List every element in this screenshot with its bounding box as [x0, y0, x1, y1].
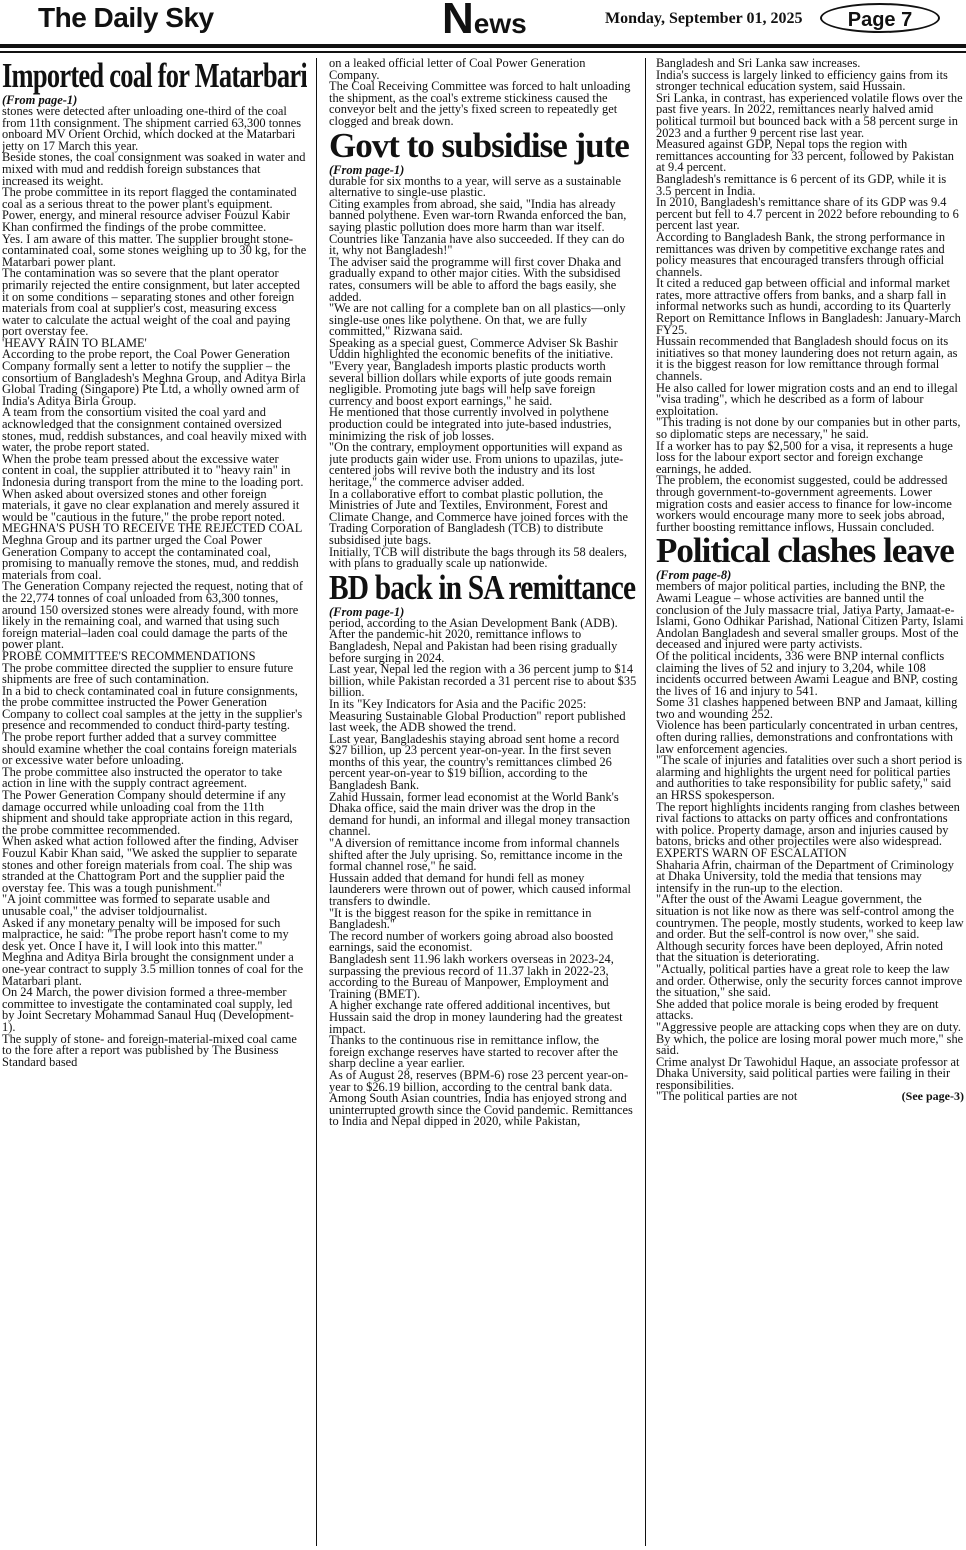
article-paragraph: 'HEAVY RAIN TO BLAME' — [2, 335, 147, 350]
section-name — [442, 0, 527, 44]
article-paragraph: He also called for lower migration costs and an end to illegal "visa trading", which he described as a form of labour exploitation. — [656, 380, 958, 418]
article-paragraph: Sri Lanka, in contrast, has experienced volatile flows over the past five years. In 2022, remittances nearly halved amid political turmoil but bounced back with a 58 percent surge in 2023 and a further 9 percent rise last year. — [656, 90, 963, 140]
article-paragraph: "Aggressive people are attacking cops when they are on duty. By which, the police are losing moral power much more," she said. — [656, 1019, 964, 1058]
article-paragraph: Bangladesh's remittance is 6 percent of its GDP, while it is 3.5 percent in India. — [656, 171, 947, 198]
continued-from-label: (From page-1) — [2, 93, 78, 107]
article-paragraph: Speaking as a special guest, Commerce Adviser Sk Bashir Uddin highlighted the economic benefits of the initiative. — [329, 335, 618, 362]
article-paragraph: Thanks to the continuous rise in remittance inflow, the foreign exchange reserves have started to recover after the sharp decline a year earlier. — [329, 1033, 618, 1071]
article-paragraph: Bangladesh sent 11.96 lakh workers overseas in 2023-24, surpassing the previous record of 11.37 lakh in 2022-23, according to the Bureau of Manpower, Employment and Training (BMET). — [329, 951, 614, 1001]
continued-from-label: (From page-1) — [329, 604, 405, 619]
column-2 — [329, 58, 637, 1548]
article-paragraph: The record number of workers going abroad also boosted earnings, said the economist. — [329, 928, 614, 955]
article-paragraph: Although security forces have been deployed, Afrin noted that the situation is deteriorating. — [656, 938, 943, 965]
article-paragraph: Last year, Bangladeshis staying abroad sent home a record $27 billion, up 23 percent year-on-year. In the first seven months of this year, the country's remittances climbed 26 percent year-on-year to $19 billion, according to the Bangladesh Bank. — [329, 731, 620, 793]
article-paragraph: If a worker has to pay $2,500 for a visa, it represents a huge loss for the labour export sector and foreign exchange earnings, he added. — [656, 438, 953, 476]
article-paragraph: PROBE COMMITTEE'S RECOMMENDATIONS — [2, 648, 256, 663]
article-paragraph: The Power Generation Company should determine if any damage occurred while unloading coal from the 11th shipment and should take appropriate action in this regard, the probe committee recommended. — [2, 788, 293, 837]
article-paragraph: Meghna Group and its partner urged the Coal Power Generation Company to accept the contaminated coal, promising to manually remove the stones, mud, and reddish materials from coal. — [2, 532, 299, 582]
article-paragraph: When asked what action followed after the finding, Adviser Fouzul Kabir Khan said, "We asked the supplier to separate stones and other foreign materials from coal. The ship was stranded at the Chattogram Port and the supplier paid the overstay fee. This was a tough punishment." — [2, 834, 299, 895]
article-paragraph: The adviser said the programme will first cover Dhaka and gradually expand to other major cities. With the subsidised rates, consumers will be able to afford the bags easily, she added. — [329, 254, 622, 304]
article-paragraph: A team from the consortium visited the coal yard and acknowledged that the consignment contained oversized stones, mud, reddish substances, and coal heavily mixed with water, the probe report stated. — [2, 405, 307, 455]
article-paragraph: MEGHNA'S PUSH TO RECEIVE THE REJECTED COAL — [2, 521, 303, 536]
article-paragraph: A higher exchange rate offered additional incentives, but Hussain said the drop in money laundering had the greatest impact. — [329, 998, 623, 1036]
article-paragraph: Asked if any monetary penalty will be imposed for such malpractice, he said: "The probe report hasn't come to my desk yet. Once I have it, I will look into this matter." — [2, 915, 289, 953]
article-paragraph: Initially, TCB will distribute the bags through its 58 dealers, with plans to gradually scale up nationwide. — [329, 544, 628, 571]
article-paragraph: On 24 March, the power division formed a three-member committee to investigate the contaminated coal supply, led by Joint Secretary Mohammad Sanaul Huq (Development-1). — [2, 985, 294, 1034]
article-paragraph: durable for six months to a year, will serve as a sustainable alternative to single-use plastic. — [329, 173, 621, 200]
paper-name: The Daily Sky — [38, 2, 214, 33]
article-headline: Govt to subsidise jute — [329, 125, 629, 165]
column-1 — [2, 58, 307, 1548]
article-paragraph: The problem, the economist suggested, could be addressed through government-to-government agreements. Lower migration costs and easier access to finance for low-income workers would encourage many more to seek jobs abroad, further boosting remittance inflows, Hussain concluded. — [656, 473, 952, 534]
article-paragraph: After the pandemic-hit 2020, remittance inflows to Bangladesh, Nepal and Pakistan had been rising gradually before surging in 2024. — [329, 627, 618, 665]
page-number-badge: Page 7 — [820, 3, 940, 33]
article-paragraph: The supply of stone- and foreign-material-mixed coal came to the fore after a report was published by The Business Standard based — [2, 1031, 297, 1069]
article-paragraph: "We are not calling for a complete ban on all plastics—only single-use ones like polythene. On that, we are fully committed," Rizwana said. — [329, 301, 626, 339]
article-paragraph: The probe report further added that a survey committee should examine whether the coal contains foreign materials or excessive water before unloading. — [2, 730, 297, 768]
article-paragraph: It cited a reduced gap between official and informal market rates, more attractive offers from banks, and a sharp fall in informal networks such as hundi, according to its Quarterly Report on Remittance Inflows in Bangladesh: January-March FY25. — [656, 276, 961, 337]
article-paragraph: The Generation Company rejected the request, noting that of the 22,774 tonnes of coal unloaded from 63,300 tonnes, around 150 oversized stones were already found, with more likely in the remaining coal, and warned that using such foreign material–laden coal could damage the parts of the power plant. — [2, 579, 304, 652]
publication-date: Monday, September 01, 2025 — [605, 10, 803, 27]
article-headline: BD back in SA remittance — [329, 567, 636, 607]
article-paragraph: Bangladesh and Sri Lanka saw increases. — [656, 58, 861, 70]
article-paragraph: Power, energy, and mineral resource adviser Fouzul Kabir Khan confirmed the findings of the probe committee. — [2, 208, 290, 234]
article-paragraph: The contamination was so severe that the plant operator primarily rejected the entire consignment, but later accepted it on some conditions – separating stones and other foreign materials from coal at supplier's cost, measuring excess water to calculate the actual weight of the coal and paying port overstay fee. — [2, 266, 300, 339]
article-paragraph: The probe committee also instructed the operator to take action in line with the supply contract agreement. — [2, 764, 283, 791]
article-paragraph: Last year, Nepal led the region with a 36 percent jump to $14 billion, while Pakistan recorded a 31 percent rise to about $35 billion. — [329, 662, 637, 700]
article-paragraph: "Actually, political parties have a great role to keep the law and order. Otherwise, only the security forces cannot improve the situation," she said. — [656, 961, 963, 1000]
article-paragraph: Citing examples from abroad, she said, "India has already banned polythene. Even war-torn Rwanda enforced the ban, saying plastic pollution does more harm than war itself. Countries like Tanzania have also succeeded. If they can do it, why not Bangladesh!" — [329, 196, 627, 258]
article-paragraph: Hussain recommended that Bangladesh should focus on its initiatives so that money laundering does not return again, as it is the biggest reason for low remittance through formal channels. — [656, 334, 958, 384]
article-paragraph: The Coal Receiving Committee was forced to halt unloading the shipment, as the coal's extreme stickiness caused the conveyor belt and the jetty's fixed screen to repeatedly get clogged and break down. — [329, 79, 631, 128]
article-paragraph: She added that police morale is being eroded by frequent attacks. — [656, 996, 939, 1023]
article-paragraph: Meghna and Aditya Birla brought the consignment under a one-year contract to supply 3.5 million tonnes of coal for the Matarbari plant. — [2, 950, 304, 988]
article-paragraph: "Every year, Bangladesh imports plastic products worth several billion dollars while exports of jute goods remain negligible. Promoting jute bags will help save foreign currency and boost export earnings," he said. — [329, 359, 612, 408]
article-paragraph: "It is the biggest reason for the spike in remittance in Bangladesh." — [329, 905, 592, 932]
article-paragraph: EXPERTS WARN OF ESCALATION — [656, 846, 847, 860]
article-paragraph: Violence has been particularly concentrated in urban centres, often during rallies, demonstrations and confrontations with law enforcement agencies. — [656, 718, 958, 756]
article-paragraph: members of major political parties, including the BNP, the Awami League – whose activities are banned until the conclusion of the July massacre trial, Jatiya Party, Jamaat-e-Islami, Gono Odhikar Parishad, National Citizen Party, Islami Andolan Bangladesh and several smaller groups. Most of the deceased and injured were party activists. — [656, 579, 964, 652]
article-headline: Imported coal for Matarbari — [2, 58, 307, 95]
article-headline: Political clashes leave — [656, 531, 954, 571]
article-paragraph: Yes. I am aware of this matter. The supplier brought stone-contaminated coal, some stones weighing up to 30 kg, for the Matarbari power plant. — [2, 231, 307, 269]
article-paragraph: Crime analyst Dr Tawohidul Haque, an associate professor at Dhaka University, said political parties were failing in their responsibilities. — [656, 1054, 960, 1092]
section-rest: ews — [473, 8, 527, 39]
article-paragraph: Shaharia Afrin, chairman of the Department of Criminology at Dhaka University, told the media that tensions may intensify in the run-up to the election. — [656, 857, 954, 895]
article-paragraph: As of August 28, reserves (BPM-6) rose 23 percent year-on-year to $26.19 billion, according to the central bank data. — [329, 1067, 629, 1094]
article-paragraph: When the probe team pressed about the excessive water content in coal, the supplier attributed it to "heavy rain" in Indonesia during transport from the mine to the loading port. — [2, 451, 304, 489]
article-paragraph: In a collaborative effort to combat plastic pollution, the Ministries of Jute and Textiles, Environment, Forest and Climate Change, and Commerce have joined forces with the Trading Corporation of Bangladesh (TCB) to distribute subsidised jute bags. — [329, 486, 629, 547]
article-paragraph: The probe committee in its report flagged the contaminated coal as a serious threat to the power plant's equipment. — [2, 185, 297, 211]
article-paragraph: When asked about oversized stones and other foreign materials, it gave no clear explanation and merely assured it would be "cautious in the future," the probe report noted. — [2, 486, 300, 524]
continued-from-label: (From page-8) — [656, 568, 732, 583]
article-paragraph: "This trading is not done by our companies but in other parts, so diplomatic steps are necessary," he said. — [656, 415, 961, 441]
article-paragraph: "The scale of injuries and fatalities over such a short period is alarming and highlights the urgent need for political parties and authorities to take responsibility for public safety," said an HRSS spokesperson. — [656, 753, 963, 803]
article-paragraph: The report highlights incidents ranging from clashes between rival factions to attacks on party offices and confrontations with police. Property damage, arson and injuries caused by batons, bricks and other projectiles were also widespread. — [656, 799, 960, 849]
article-paragraph: India's success is largely linked to efficiency gains from its stronger technical education system, said Hussain. — [656, 67, 948, 94]
article-paragraph: He mentioned that those currently involved in polythene production could be integrated into jute-based industries, minimizing the risk of job losses. — [329, 405, 612, 443]
see-page-jump: (See page-3) — [901, 1089, 964, 1104]
article-paragraph: Some 31 clashes happened between BNP and Jamaat, killing two and wounding 252. — [656, 695, 958, 721]
section-initial: N — [442, 0, 474, 43]
article-paragraph: Measured against GDP, Nepal tops the region with remittances accounting for 33 percent, followed by Pakistan at 9.4 percent. — [656, 137, 954, 175]
article-paragraph: Beside stones, the coal consignment was soaked in water and mixed with mud and reddish foreign substances that increased its weight. — [2, 150, 306, 188]
article-paragraph: Of the political incidents, 336 were BNP internal conflicts claiming the lives of 52 and injury to 3,204, while 108 incidents occurred between Awami League and BNP, costing the lives of 16 and injury to 541. — [656, 648, 958, 698]
article-paragraph: "After the oust of the Awami League government, the situation is not like now as there was self-control among the countrymen. The people, mostly students, worked to keep law and order. But the self-control is now over," she said. — [656, 892, 964, 942]
masthead-rule-thick — [0, 44, 966, 48]
article-paragraph: "The political parties are not — [656, 1089, 798, 1104]
article-paragraph: The probe committee directed the supplier to ensure future shipments are free of such contamination. — [2, 660, 294, 687]
article-paragraph: on a leaked official letter of Coal Power Generation Company. — [329, 58, 586, 82]
column-divider — [316, 58, 317, 1546]
continued-from-label: (From page-1) — [329, 162, 405, 177]
article-paragraph: According to Bangladesh Bank, the strong performance in remittances was driven by competitive exchange rates and policy measures that encouraged transfers through official channels. — [656, 229, 946, 279]
column-divider — [645, 58, 646, 1546]
article-paragraph: In its "Key Indicators for Asia and the Pacific 2025: Measuring Sustainable Global Production" report published last week, the ADB showed the trend. — [329, 696, 626, 735]
article-paragraph: According to the probe report, the Coal Power Generation Company formally sent a letter to notify the supplier – the consortium of Bangladesh's Meghna Group, and Aditya Birla Global Trading (Singapore) Pte Ltd, a wholly owned arm of India's Aditya Birla Group. — [2, 347, 306, 408]
article-paragraph: In a bid to check contaminated coal in future consignments, the probe committee instructed the Power Generation Company to collect coal samples at the jetty in the supplier's presence and recommended to conduct third-party testing. — [2, 683, 303, 733]
masthead-rule-thin — [0, 51, 966, 53]
article-paragraph: "A joint committee was formed to separate usable and unusable coal," the adviser toldjournalist. — [2, 892, 270, 918]
article-paragraph: Zahid Hussain, former lead economist at the World Bank's Dhaka office, said the main driver was the drop in the demand for hundi, an informal and illegal money transaction channel. — [329, 789, 631, 839]
masthead — [0, 0, 966, 44]
article-paragraph: Among South Asian countries, India has enjoyed strong and uninterrupted growth since the Covid pandemic. Remittances to India and Nepal dipped in 2020, while Pakistan, — [329, 1091, 633, 1129]
article-paragraph: "On the contrary, employment opportunities will expand as jute products gain wider use. From unions to upazilas, jute-centered jobs will revive both the industry and its lost heritage," the commerce adviser added. — [329, 440, 624, 489]
article-paragraph: "A diversion of remittance income from informal channels shifted after the July uprising. So, remittance income in the formal channel rose," he said. — [329, 836, 623, 874]
column-3 — [656, 58, 964, 1548]
article-paragraph: period, according to the Asian Development Bank (ADB). — [329, 615, 618, 630]
article-paragraph: Hussain added that demand for hundi fell as money launderers were thrown out of power, which caused informal transfers to dwindle. — [329, 870, 631, 908]
article-paragraph: In 2010, Bangladesh's remittance share of its GDP was 9.4 percent but fell to 4.7 percent in 2022 before rebounding to 6 percent last year. — [656, 195, 959, 233]
article-paragraph: stones were detected after unloading one-third of the coal from 11th consignment. The shipment carried 63,300 tonnes onboard MV Orient Orchid, which docked at the Matarbari jetty on 17 March this year. — [2, 104, 302, 153]
